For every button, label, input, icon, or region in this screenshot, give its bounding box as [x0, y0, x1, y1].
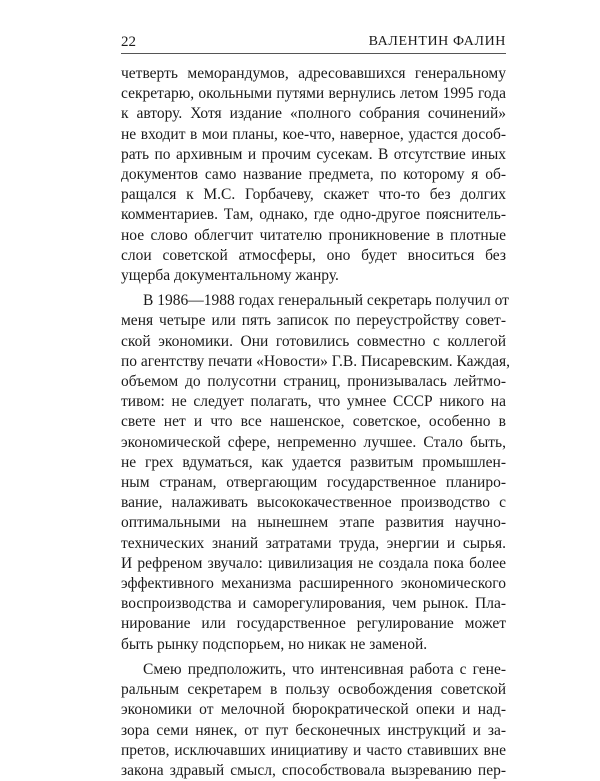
- text-line: меня четыре или пять записок по переустройству совет-: [121, 312, 506, 330]
- text-line: быть рынку подспорьем, но никак не заменой.: [121, 635, 428, 653]
- text-line: не входит в мои планы, кое-что, наверное, удастся дособ-: [121, 125, 506, 143]
- text-line: экономики от мелочной бюрократической опеки и над-: [121, 701, 506, 719]
- text-line: ращался к М.С. Горбачеву, скажет что-то без долгих: [121, 186, 506, 204]
- text-line: по агентству печати «Новости» Г.В. Писаревским. Каждая,: [121, 352, 511, 370]
- text-line: закона здравый смысл, способствовала вызреванию пер-: [121, 761, 506, 779]
- text-line: нирование или государственное регулирование может: [121, 615, 506, 633]
- text-line: экономической сфере, непременно лучшее. Стало быть,: [121, 433, 506, 451]
- text-line: вание, налаживать высококачественное производство с: [121, 494, 506, 512]
- running-head: ВАЛЕНТИН ФАЛИН: [368, 34, 506, 49]
- text-line: четверть меморандумов, адресовавшихся генеральному: [121, 65, 506, 82]
- text-line: документов само название предмета, по которому я об-: [121, 166, 506, 184]
- header-rule: [121, 53, 506, 54]
- page-header: [121, 30, 506, 54]
- text-line: зора семи нянек, от пут бесконечных инструкций и за-: [121, 721, 506, 739]
- text-line: В 1986—1988 годах генеральный секретарь получил от: [143, 292, 509, 310]
- paragraph-1: [121, 64, 506, 286]
- body-text: [121, 64, 511, 781]
- text-line: воспроизводства и саморегулирования, чем рынок. Пла-: [121, 595, 506, 613]
- text-line: секретарю, окольными путями вернулись летом 1995 года: [121, 85, 506, 103]
- text-line: ным странам, отвергающим государственное планиро-: [121, 474, 506, 492]
- text-line: комментариев. Там, однако, где одно-другое пояснитель-: [121, 206, 506, 224]
- text-line: эффективного механизма расширенного экономического: [121, 575, 506, 593]
- text-line: слои советской атмосферы, оно будет вноситься без: [121, 246, 506, 264]
- text-line: ской экономики. Они готовились совместно с коллегой: [121, 332, 506, 350]
- text-line: оптимальными на нынешнем этапе развития научно-: [121, 514, 506, 532]
- text-line: тивом: не следует полагать, что умнее СССР никого на: [121, 393, 506, 411]
- page-number: 22: [121, 34, 136, 50]
- text-line: претов, исключавших инициативу и часто ставивших вне: [121, 741, 506, 759]
- text-line: не грех вдуматься, как удается развитым промышлен-: [121, 453, 506, 471]
- text-line: ущерба документальному жанру.: [121, 267, 339, 285]
- text-line: ральным секретарем в пользу освобождения советской: [121, 681, 506, 699]
- paragraph-2: [121, 291, 511, 655]
- text-line: свете нет и что все нашенское, советское, особенно в: [121, 413, 506, 431]
- text-line: технических знаний затратами труда, энергии и сырья.: [121, 534, 506, 552]
- paragraph-3: [121, 660, 506, 781]
- text-line: И рефреном звучало: цивилизация не создала пока более: [121, 554, 506, 572]
- text-line: рать по архивным и прочим сусекам. В отсутствие иных: [121, 145, 506, 163]
- text-line: объемом до полусотни страниц, пронизывалась лейтмо-: [121, 373, 506, 391]
- text-line: Смею предположить, что интенсивная работа с гене-: [143, 660, 506, 678]
- text-line: ное слово облегчит читателю проникновение в плотные: [121, 226, 506, 244]
- text-line: к автору. Хотя издание «полного собрания сочинений»: [121, 105, 506, 123]
